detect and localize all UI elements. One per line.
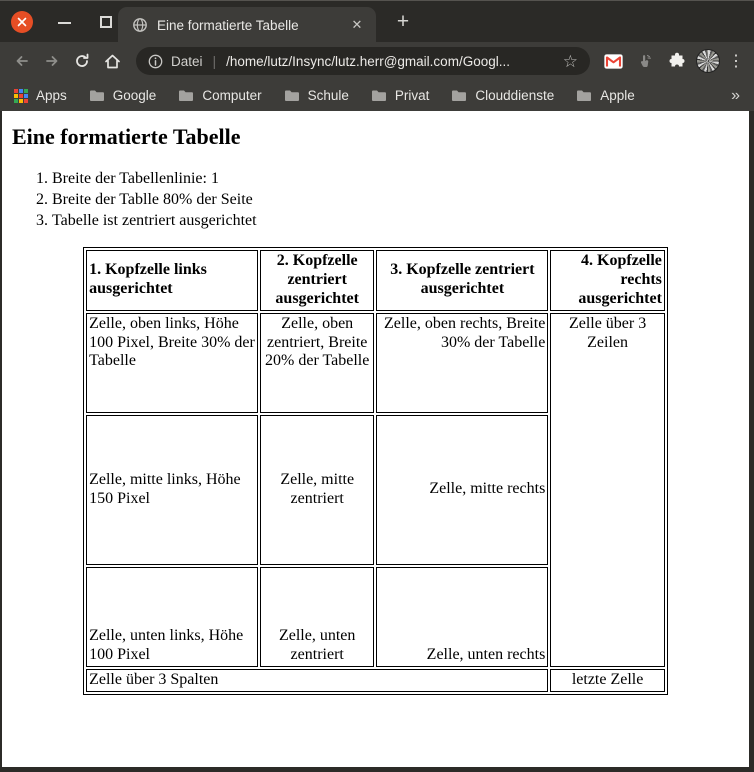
extensions-menu-button[interactable] bbox=[664, 48, 690, 74]
puzzle-piece-icon bbox=[668, 52, 686, 70]
bookmark-folder-clouddienste[interactable] bbox=[451, 88, 554, 103]
close-icon bbox=[17, 17, 27, 27]
forward-button[interactable] bbox=[38, 47, 66, 75]
table-cell-r2c1: Zelle, mitte links, Höhe 150 Pixel bbox=[86, 415, 258, 565]
profile-avatar[interactable] bbox=[696, 49, 720, 73]
table-cell-r2c2: Zelle, mitte zentriert bbox=[260, 415, 375, 565]
back-arrow-icon bbox=[14, 53, 30, 69]
bookmarks-overflow-chevron[interactable]: » bbox=[731, 86, 740, 104]
folder-icon bbox=[284, 89, 300, 102]
gmail-extension-button[interactable] bbox=[600, 48, 626, 74]
bookmark-label: Google bbox=[112, 88, 157, 103]
address-bar[interactable] bbox=[136, 47, 590, 75]
bookmark-folder-schule[interactable] bbox=[284, 88, 349, 103]
list-item: 2. Breite der Tablle 80% der Seite bbox=[52, 189, 741, 210]
apps-grid-icon bbox=[14, 89, 28, 103]
gmail-icon bbox=[604, 54, 623, 69]
tab-title: Eine formatierte Tabelle bbox=[157, 17, 299, 33]
hand-extension-button[interactable] bbox=[632, 48, 658, 74]
bookmark-folder-google[interactable] bbox=[89, 88, 157, 103]
table-cell-r1c3: Zelle, oben rechts, Breite 30% der Tabelle bbox=[376, 313, 548, 413]
browser-tab[interactable] bbox=[118, 7, 376, 43]
toolbar bbox=[0, 42, 754, 80]
bookmark-apps[interactable] bbox=[14, 88, 67, 103]
bookmark-folder-apple[interactable] bbox=[576, 88, 635, 103]
bookmark-label: Apps bbox=[36, 88, 67, 103]
bookmark-label: Privat bbox=[394, 88, 430, 103]
folder-icon bbox=[576, 89, 592, 102]
table-row bbox=[86, 313, 665, 413]
page-viewport bbox=[2, 111, 749, 767]
folder-icon bbox=[371, 89, 387, 102]
url-separator: | bbox=[212, 53, 217, 69]
page-title: Eine formatierte Tabelle bbox=[12, 124, 241, 149]
table-header-row bbox=[86, 250, 665, 311]
reload-icon bbox=[74, 53, 90, 69]
window-close-button[interactable] bbox=[11, 11, 33, 33]
home-button[interactable] bbox=[98, 47, 126, 75]
table-cell-r2c3: Zelle, mitte rechts bbox=[376, 415, 548, 565]
extension-icons bbox=[600, 48, 746, 74]
home-icon bbox=[104, 53, 121, 70]
url-text: /home/lutz/Insync/lutz.herr@gmail.com/Googl... bbox=[226, 53, 510, 69]
window-minimize-button[interactable] bbox=[58, 22, 71, 24]
table-cell-rowspan: Zelle über 3 Zeilen bbox=[550, 313, 665, 667]
bookmark-label: Computer bbox=[202, 88, 262, 103]
table-header-cell: 1. Kopfzelle links ausgerichtet bbox=[86, 250, 258, 311]
folder-icon bbox=[451, 89, 467, 102]
folder-icon bbox=[178, 89, 194, 102]
bookmark-label: Clouddienste bbox=[475, 88, 555, 103]
bookmark-folder-computer[interactable] bbox=[178, 88, 261, 103]
table-cell-r3c1: Zelle, unten links, Höhe 100 Pixel bbox=[86, 567, 258, 667]
table-cell-r1c1: Zelle, oben links, Höhe 100 Pixel, Breite 30% der Tabelle bbox=[86, 313, 258, 413]
table-cell-last: letzte Zelle bbox=[550, 669, 665, 692]
table-header-cell: 2. Kopfzelle zentriert ausgerichtet bbox=[260, 250, 375, 311]
formatted-table bbox=[83, 247, 668, 695]
table-properties-list bbox=[10, 168, 741, 231]
new-tab-button[interactable]: + bbox=[396, 10, 410, 33]
bookmarks-bar bbox=[0, 80, 754, 111]
info-icon bbox=[148, 54, 163, 69]
tab-close-button[interactable]: ✕ bbox=[351, 17, 363, 32]
list-item: 1. Breite der Tabellenlinie: 1 bbox=[52, 168, 741, 189]
table-cell-r1c2: Zelle, oben zentriert, Breite 20% der Tabelle bbox=[260, 313, 375, 413]
bookmark-label: Schule bbox=[307, 88, 349, 103]
bookmark-folder-privat[interactable] bbox=[371, 88, 430, 103]
back-button[interactable] bbox=[8, 47, 36, 75]
table-cell-r3c3: Zelle, unten rechts bbox=[376, 567, 548, 667]
hand-extension-icon bbox=[637, 53, 654, 70]
browser-menu-button[interactable]: ⋮ bbox=[728, 53, 744, 70]
globe-favicon-icon bbox=[132, 17, 148, 33]
url-scheme-label: Datei bbox=[171, 53, 203, 69]
page-content bbox=[10, 124, 741, 695]
folder-icon bbox=[89, 89, 105, 102]
titlebar bbox=[0, 0, 754, 42]
table-footer-row bbox=[86, 669, 665, 692]
forward-arrow-icon bbox=[44, 53, 60, 69]
page-frame bbox=[0, 111, 754, 772]
table-cell-colspan: Zelle über 3 Spalten bbox=[86, 669, 548, 692]
reload-button[interactable] bbox=[68, 47, 96, 75]
table-header-cell: 3. Kopfzelle zentriert ausgerichtet bbox=[376, 250, 548, 311]
table-header-cell: 4. Kopfzelle rechts ausgerichtet bbox=[550, 250, 665, 311]
bookmark-star-icon[interactable]: ☆ bbox=[562, 51, 578, 71]
window-maximize-button[interactable] bbox=[100, 16, 112, 28]
table-cell-r3c2: Zelle, unten zentriert bbox=[260, 567, 375, 667]
list-item: 3. Tabelle ist zentriert ausgerichtet bbox=[52, 210, 741, 231]
bookmark-label: Apple bbox=[600, 88, 635, 103]
